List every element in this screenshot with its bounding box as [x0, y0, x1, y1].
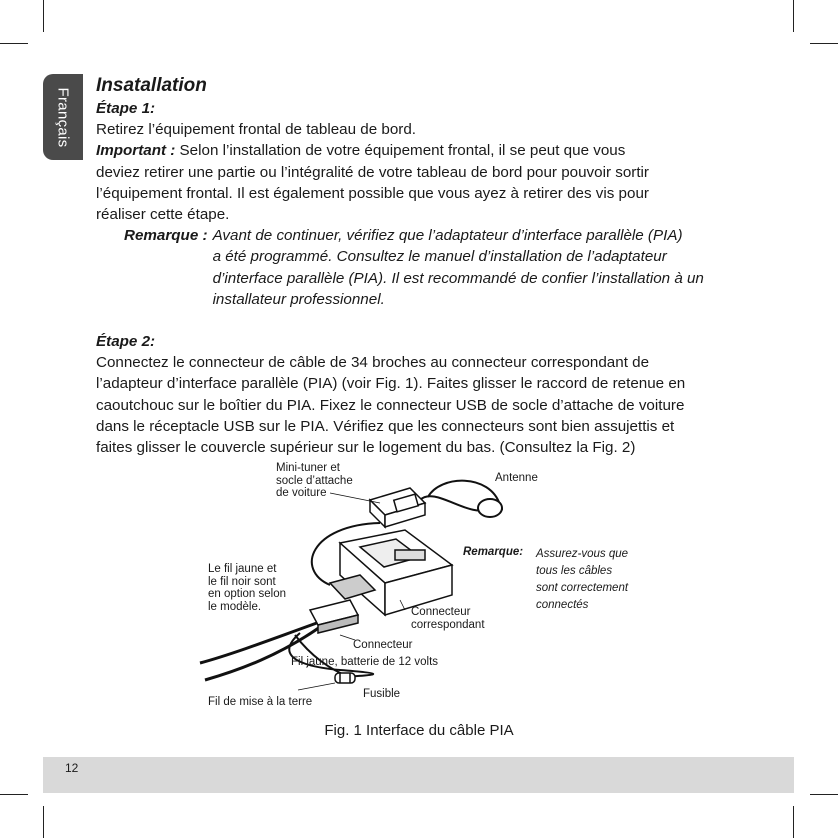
- label-line: de voiture: [276, 487, 327, 499]
- label-mini-tuner: [276, 462, 353, 500]
- important-line: deviez retirer une partie ou l’intégralité de votre tableau de bord pour pouvoir sortir: [96, 163, 649, 181]
- remark-line: connectés: [536, 599, 589, 611]
- language-tab-label: Français: [54, 87, 72, 147]
- label-line: le modèle.: [208, 600, 262, 613]
- pia-cable-figure: [190, 455, 660, 720]
- footer-bar: [43, 757, 794, 793]
- label-ground-wire: Fil de mise à la terre: [208, 696, 313, 708]
- important-label: Important :: [96, 142, 176, 160]
- label-antenna: Antenne: [495, 472, 538, 484]
- note-line: installateur professionnel.: [212, 290, 385, 308]
- label-connector: Connecteur: [353, 639, 413, 651]
- step1-heading: Étape 1:: [96, 100, 156, 117]
- section-title: Insatallation: [96, 75, 207, 96]
- crop-mark: [43, 0, 44, 32]
- remark-label: Remarque:: [463, 546, 524, 558]
- step2-heading: Étape 2:: [96, 333, 156, 351]
- crop-mark: [43, 806, 44, 838]
- label-line: en option selon: [208, 588, 287, 600]
- crop-mark: [793, 806, 794, 838]
- step2-line: caoutchouc sur le boîtier du PIA. Fixez le connecteur USB de socle d’attache de voiture: [96, 396, 685, 414]
- main-content: [96, 74, 776, 458]
- important-line: réaliser cette étape.: [96, 206, 230, 224]
- step1-text: Retirez l’équipement frontal de tableau de bord.: [96, 121, 416, 139]
- important-first-line: Selon l’installation de votre équipement frontal, il se peut que vous: [179, 142, 626, 160]
- step1-important: [96, 140, 776, 161]
- page-number: 12: [65, 761, 79, 775]
- step2-line: Connectez le connecteur de câble de 34 broches au connecteur correspondant de: [96, 354, 650, 372]
- crop-mark: [0, 43, 28, 44]
- crop-mark: [0, 794, 28, 795]
- note-line: d’interface parallèle (PIA). Il est recommandé de confier l’installation à un: [212, 269, 704, 287]
- label-line: socle d’attache: [276, 474, 353, 487]
- label-line: le fil noir sont: [208, 575, 276, 588]
- label-line: Mini-tuner et: [276, 462, 340, 474]
- remark-body: [536, 546, 628, 614]
- note-line: a été programmé. Consultez le manuel d’installation de l’adaptateur: [212, 248, 667, 266]
- crop-mark: [810, 43, 838, 44]
- figure-caption: Fig. 1 Interface du câble PIA: [324, 722, 514, 739]
- remark-line: tous les câbles: [536, 565, 613, 577]
- remark-line: sont correctement: [536, 582, 629, 594]
- crop-mark: [793, 0, 794, 32]
- remark-line: Assurez-vous que: [536, 548, 629, 560]
- label-fuse: Fusible: [363, 688, 401, 700]
- label-line: Le fil jaune et: [208, 563, 277, 575]
- step2-line: l’adapteur d’interface parallèle (PIA) (voir Fig. 1). Faites glisser le raccord de retenue en: [96, 375, 686, 393]
- important-line: l’équipement frontal. Il est également possible que vous ayez à retirer des vis pour: [96, 184, 649, 202]
- step2-line: dans le réceptacle USB sur le PIA. Vérifiez que les connecteurs sont bien assujettis et: [96, 417, 675, 435]
- crop-mark: [810, 794, 838, 795]
- step2-line: faites glisser le couvercle supérieur sur le logement du bas. (Consultez la Fig. 2): [96, 439, 636, 457]
- label-line: Connecteur: [411, 606, 471, 618]
- label-wires: [208, 563, 286, 613]
- step1-note: [124, 225, 776, 310]
- label-line: correspondant: [411, 618, 485, 631]
- label-yellow-wire: Fil jaune, batterie de 12 volts: [291, 656, 439, 668]
- language-tab: [43, 74, 83, 160]
- note-line: Avant de continuer, vérifiez que l’adaptateur d’interface parallèle (PIA): [212, 227, 683, 245]
- note-body: [213, 225, 704, 310]
- note-label: Remarque :: [124, 227, 208, 245]
- label-mating-connector: [411, 606, 485, 631]
